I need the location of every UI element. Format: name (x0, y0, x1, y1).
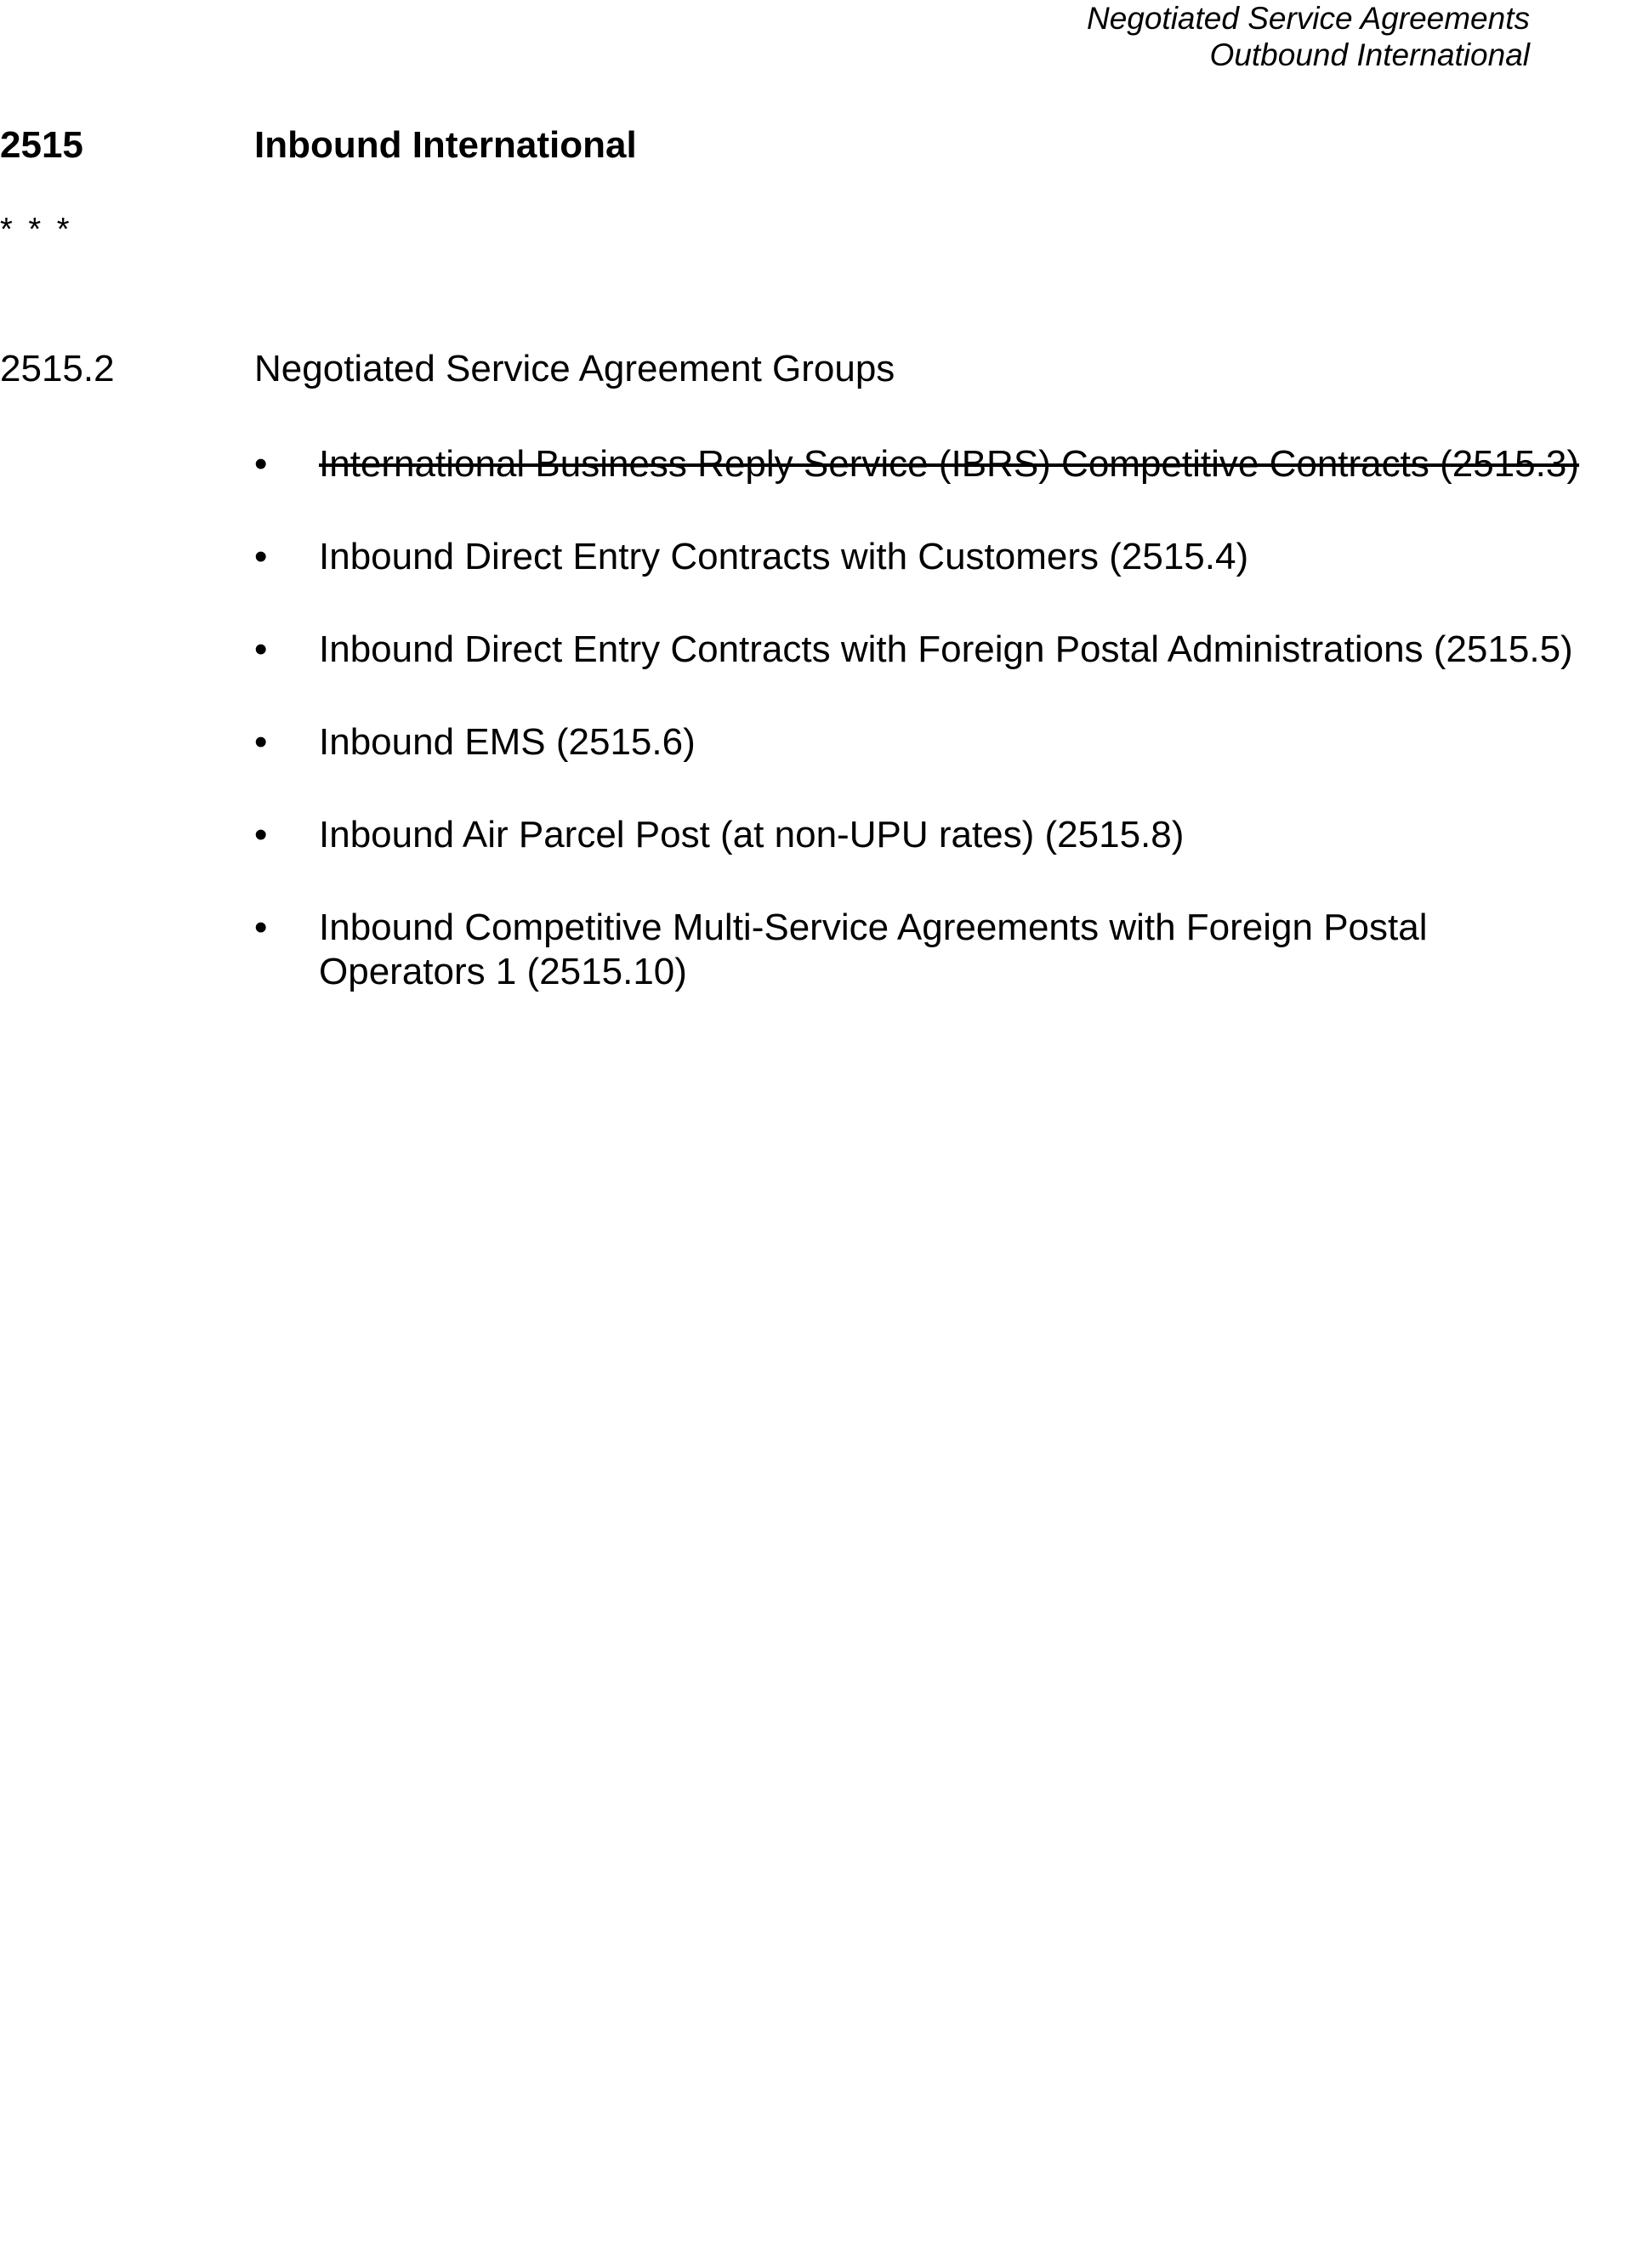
bullet-icon: • (254, 536, 268, 577)
header-line-1: Negotiated Service Agreements (1086, 1, 1530, 36)
bullet-icon: • (254, 814, 268, 855)
bullet-icon: • (254, 628, 268, 670)
header-line-2: Outbound International (1209, 37, 1530, 72)
agreement-group-list (254, 442, 1623, 1043)
bullet-icon: • (254, 443, 268, 485)
list-item-text: Inbound EMS (2515.6) (319, 721, 696, 763)
list-item-text: Inbound Direct Entry Contracts with Foreign Postal Administrations (2515.5) (319, 628, 1573, 670)
running-header (1087, 0, 1530, 73)
subsection-title: Negotiated Service Agreement Groups (254, 348, 895, 389)
list-item (254, 442, 1623, 486)
bullet-icon: • (254, 907, 268, 948)
omission-marker: * * * (0, 212, 73, 247)
bullet-icon: • (254, 721, 268, 763)
list-item (254, 535, 1623, 579)
section-title: Inbound International (254, 124, 637, 166)
list-item-text: International Business Reply Service (IBRS) Competitive Contracts (2515.3) (319, 443, 1579, 485)
list-item (254, 628, 1623, 672)
list-item (254, 906, 1623, 994)
section-number: 2515 (0, 124, 83, 166)
subsection-number: 2515.2 (0, 348, 115, 389)
list-item-text: Inbound Air Parcel Post (at non-UPU rates) (2515.8) (319, 814, 1185, 855)
list-item-text: Inbound Competitive Multi-Service Agreements with Foreign Postal Operators 1 (2515.10) (319, 907, 1428, 992)
list-item-text: Inbound Direct Entry Contracts with Customers (2515.4) (319, 536, 1249, 577)
list-item (254, 813, 1623, 857)
list-item (254, 720, 1623, 765)
